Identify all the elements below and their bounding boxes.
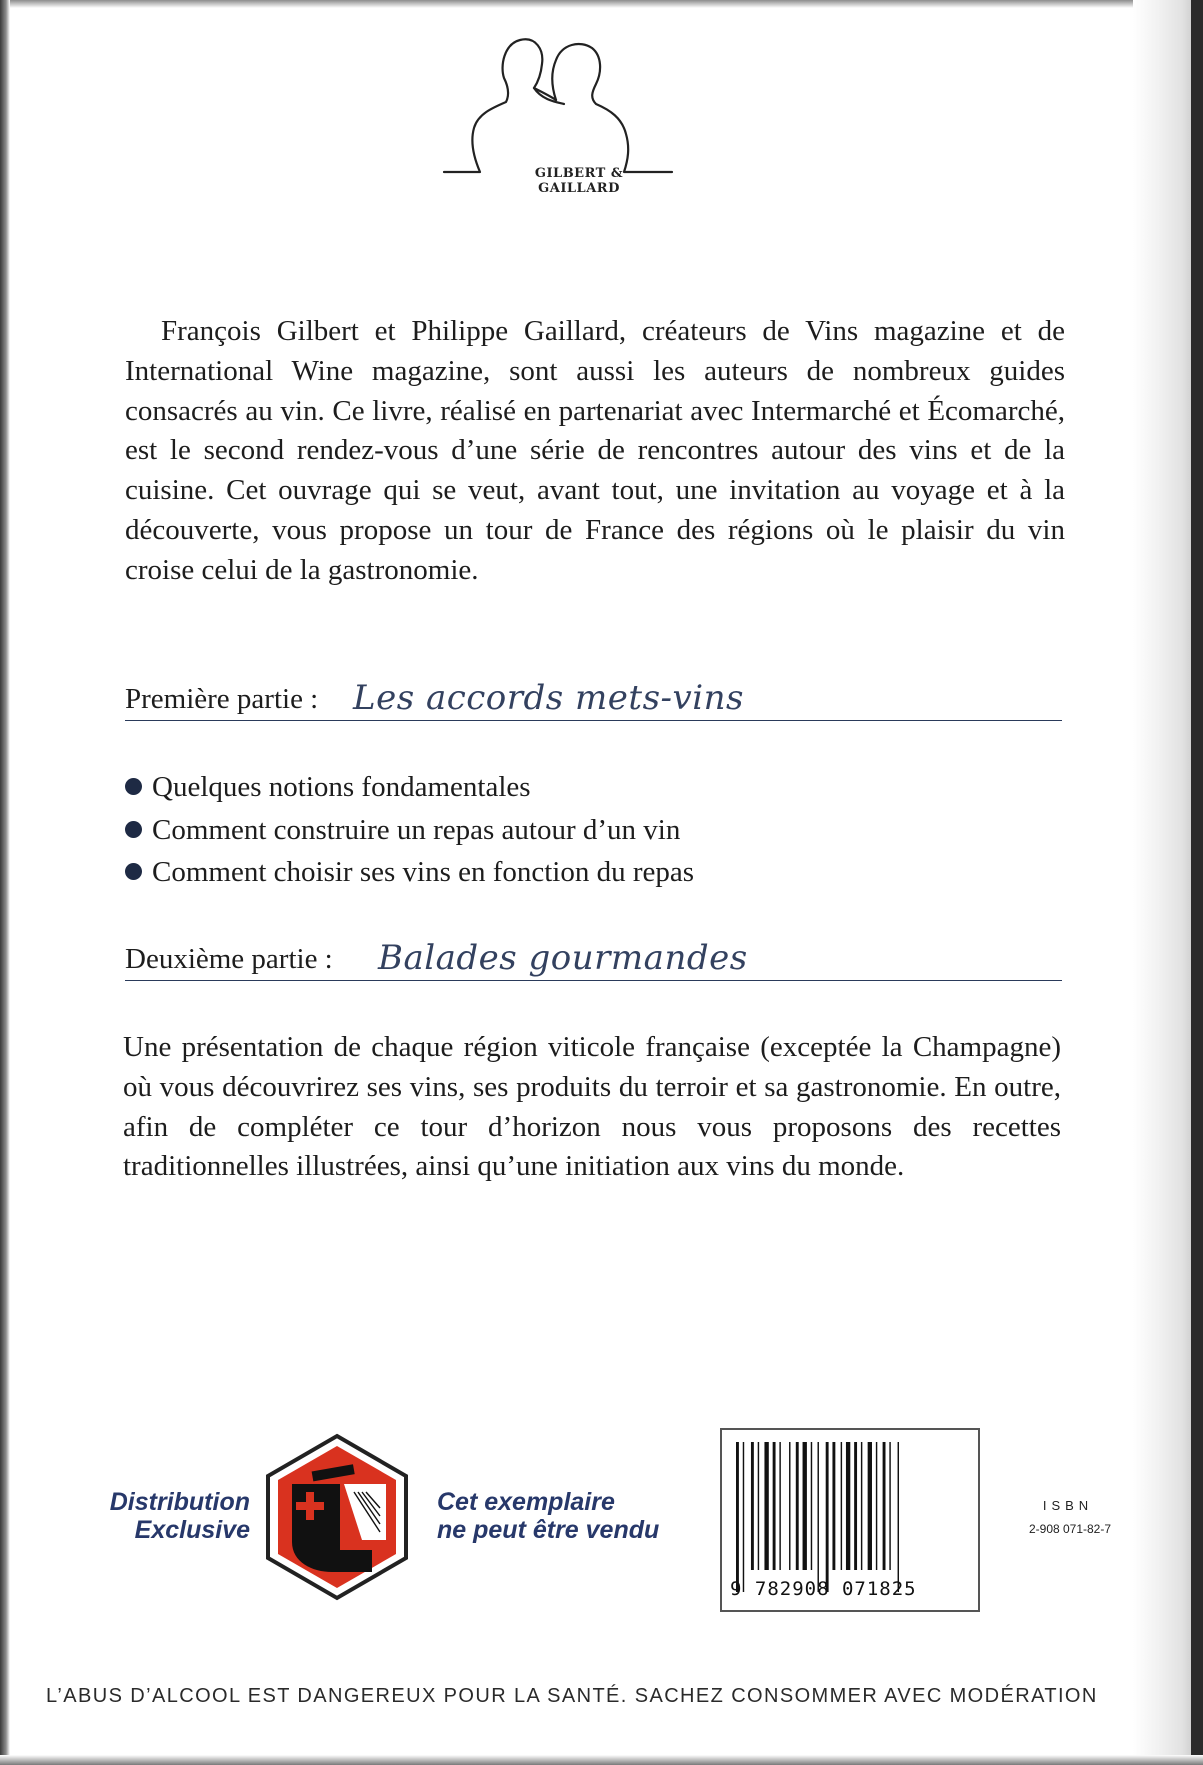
not-for-sale-line2: ne peut être vendu [437,1516,660,1544]
part-two-lead: Deuxième partie : [125,943,333,975]
isbn-number: 2-908 071-82-7 [1028,1522,1112,1536]
part-one-list [125,766,1025,894]
list-item-text: Comment choisir ses vins en fonction du repas [152,856,695,888]
barcode-bar [758,1442,759,1570]
barcode-bar [811,1442,812,1570]
barcode-bar [876,1442,877,1570]
barcode-bar [764,1442,768,1570]
barcode-bar [736,1442,739,1592]
distribution-label [90,1488,250,1544]
intro-paragraph: François Gilbert et Philippe Gaillard, créateurs de Vins magazine et de International Wine magazine, sont aussi les auteurs de nombreux guides consacrés au vin. Ce livre, réalisé en partenariat avec Intermarché et Écomarché, est le second rendez-vous d’une série de rencontres autour des vins et de la cuisine. Cet ouvrage qui se veut, avant tout, une invitation au voyage et à la découverte, vous propose un tour de France des régions où le plaisir du vin croise celui de la gastronomie. [125,315,1065,586]
part-one-lead: Première partie : [125,683,319,715]
part-two-heading [125,932,1062,981]
isbn-label: ISBN [1042,1498,1094,1513]
not-for-sale-label [437,1488,697,1544]
barcode-bar [743,1442,744,1592]
barcode-bar [861,1442,862,1570]
part-two-paragraph: Une présentation de chaque région viticole française (exceptée la Champagne) où vous découvrirez ses vins, ses produits du terroir et sa gastronomie. En outre, afin de compléter ce tour d’horizon nous vous proposons des recettes traditionnelles illustrées, ainsi qu’une initiation aux vins du monde. [123,1031,1061,1183]
health-warning: L’ABUS D’ALCOOL EST DANGEREUX POUR LA SANTÉ. SACHEZ CONSOMMER AVEC MODÉRATION [46,1685,1098,1707]
barcode-bar [846,1442,850,1570]
part-two-title: Balades gourmandes [378,938,748,978]
distribution-line: Distribution [109,1488,250,1516]
barcode-bar [796,1442,799,1570]
list-item [125,851,1025,894]
barcode-bar [818,1442,819,1592]
barcode-digits: 9 782908 071825 [730,1578,917,1600]
list-item [125,766,1025,809]
barcode-bar [889,1442,890,1570]
scan-edge-left [0,0,10,1765]
bullet-icon [125,821,142,838]
barcode-bar [779,1442,780,1570]
barcode-bar [841,1442,842,1570]
gilbert-gaillard-logo [440,30,720,196]
not-for-sale-line1: Cet exemplaire [437,1488,615,1516]
list-item-text: Quelques notions fondamentales [152,771,531,803]
barcode-bar [868,1442,872,1570]
logo-wordmark: GILBERT & GAILLARD [534,166,624,196]
list-item-text: Comment construire un repas autour d’un vin [152,813,681,846]
barcode-bar [751,1442,754,1570]
barcode-bar [832,1442,835,1570]
part-one-heading [125,672,1062,721]
list-item [125,809,1025,852]
part-one-title: Les accords mets-vins [353,678,744,718]
barcode-bars-icon [732,1442,968,1592]
barcode-bar [826,1442,829,1592]
bullet-icon [125,778,142,795]
hexagon-cross-emblem-icon [262,1432,412,1602]
distributor-emblem [262,1432,412,1602]
scan-edge-top [0,0,1203,8]
scan-edge-bottom [0,1755,1203,1765]
barcode-bar [773,1442,776,1570]
barcode-bar [898,1442,899,1592]
barcode-bar [883,1442,886,1570]
barcode-bar [803,1442,807,1570]
scan-edge-right [1191,0,1203,1765]
bullet-icon [125,863,142,880]
barcode-bar [854,1442,857,1570]
exclusive-line: Exclusive [134,1516,250,1544]
barcode-bar [789,1442,790,1570]
ean-barcode [720,1428,980,1612]
